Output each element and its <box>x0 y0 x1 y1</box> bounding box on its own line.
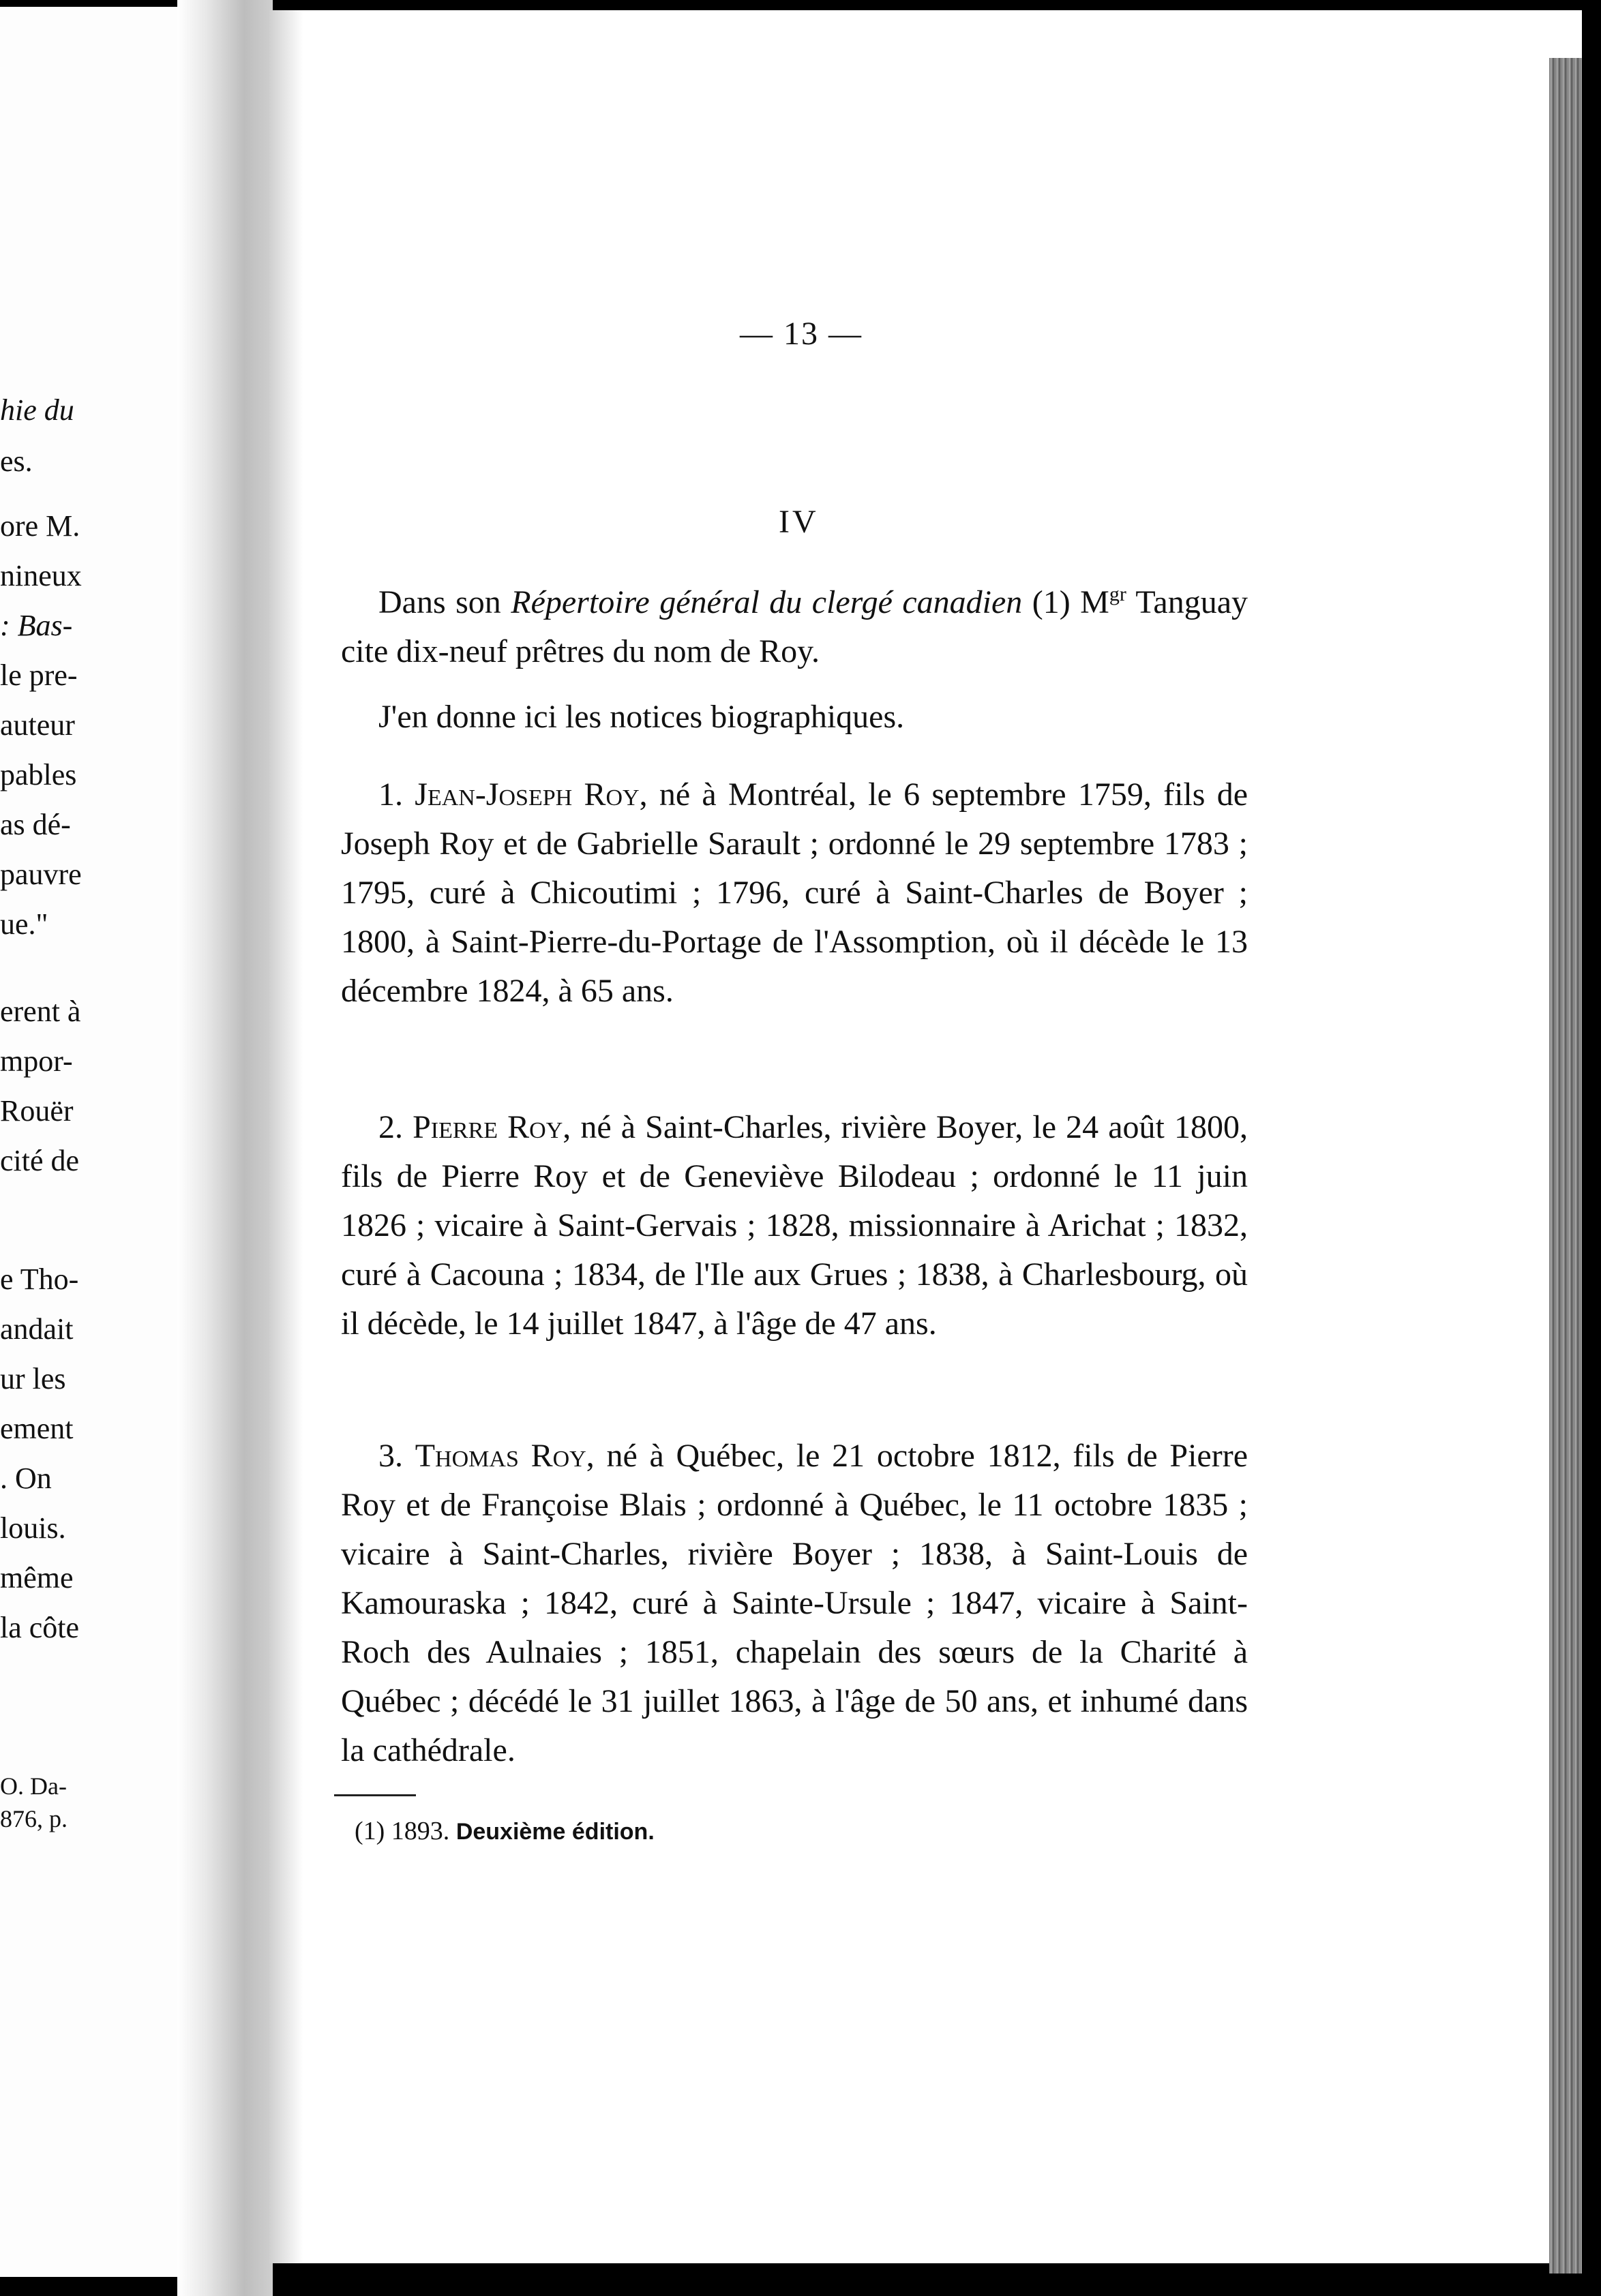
left-text-line: Rouër <box>0 1094 74 1128</box>
left-text-line: ur les <box>0 1362 66 1395</box>
left-text-line: e Tho- <box>0 1263 79 1296</box>
left-text-line: la côte <box>0 1611 80 1644</box>
footnote-rule <box>334 1794 416 1796</box>
entry-text: , né à Montréal, le 6 septembre 1759, fils de Joseph Roy et de Gabrielle Sarault ; ordonné le 29 septembre 1783 ; 1795, curé à Chicoutimi ; 1796, curé à Saint-Charles de Boyer ; 1800, à Saint-Pierre-du-Portage de l'Assomption, où il décède le 13 décembre 1824, à 65 ans. <box>341 776 1248 1009</box>
entry-number: 1. <box>378 776 415 813</box>
left-text-line: hie du <box>0 393 74 427</box>
entry-2 <box>341 1103 1248 1348</box>
intro-paragraph-2: J'en donne ici les notices biographiques. <box>378 699 905 735</box>
intro-block <box>341 578 1248 742</box>
entry-name: Jean-Joseph Roy <box>415 776 640 813</box>
left-text-line: es. <box>0 444 33 478</box>
entry-name: Pierre Roy <box>413 1109 563 1145</box>
intro-text: (1) M <box>1022 584 1109 620</box>
footnote-text: Deuxième édition. <box>455 1819 655 1845</box>
left-text-line: mpor- <box>0 1044 73 1078</box>
left-text-line: ue." <box>0 907 48 941</box>
left-text-line: ore M. <box>0 509 80 543</box>
entry-paragraph <box>341 770 1248 1016</box>
left-text-line: cité de <box>0 1144 80 1177</box>
left-text-line: erent à <box>0 995 81 1028</box>
intro-text: Tanguay cite dix-neuf prêtres du nom de Roy. <box>341 584 1248 669</box>
entry-paragraph <box>341 1103 1248 1348</box>
footnote <box>355 1816 655 1846</box>
entry-text: , né à Québec, le 21 octobre 1812, fils de Pierre Roy et de Françoise Blais ; ordonné à Québec, le 11 octobre 1835 ; vicaire à Saint-Charles, rivière Boyer ; 1838, à Saint-Louis de Kamouraska ; 1842, curé à Sainte-Ursule ; 1847, vicaire à Saint-Roch des Aulnaies ; 1851, chapelain des sœurs de la Charité à Québec ; décédé le 31 juillet 1863, à l'âge de 50 ans, et inhumé dans la cathédrale. <box>341 1438 1248 1768</box>
left-text-line: pables <box>0 758 77 791</box>
entry-1 <box>341 770 1248 1016</box>
entry-number: 2. <box>378 1109 413 1145</box>
left-text-line: le pre- <box>0 659 78 692</box>
footnote-marker: (1) 1893. <box>355 1817 450 1845</box>
left-text-line: pauvre <box>0 858 82 891</box>
intro-paragraph <box>341 578 1248 676</box>
entry-number: 3. <box>378 1438 415 1474</box>
page-shadow <box>269 10 303 2263</box>
intro-text: Dans son <box>378 584 511 620</box>
left-footnote-line: 876, p. <box>0 1805 68 1832</box>
left-page <box>0 7 205 2277</box>
section-heading: IV <box>779 504 819 540</box>
title-abbrev: gr <box>1109 583 1126 605</box>
page-edge <box>1549 58 1582 2274</box>
left-text-line: louis. <box>0 1511 66 1545</box>
left-text-line: andait <box>0 1312 74 1346</box>
left-footnote-line: O. Da- <box>0 1772 67 1800</box>
left-text-line: as dé- <box>0 808 71 841</box>
entry-3 <box>341 1432 1248 1775</box>
left-text-line: même <box>0 1561 74 1595</box>
left-text-line: : Bas- <box>0 609 73 642</box>
book-title: Répertoire général du clergé canadien <box>511 584 1023 620</box>
left-text-line: auteur <box>0 708 75 742</box>
left-text-line: ement <box>0 1412 74 1445</box>
entry-paragraph <box>341 1432 1248 1775</box>
entry-text: , né à Saint-Charles, rivière Boyer, le 24 août 1800, fils de Pierre Roy et de Geneviève Bilodeau ; ordonné le 11 juin 1826 ; vicaire à Saint-Gervais ; 1828, missionnaire à Arichat ; 1832, curé à Cacouna ; 1834, de l'Ile aux Grues ; 1838, à Charlesbourg, où il décède, le 14 juillet 1847, à l'âge de 47 ans. <box>341 1109 1248 1342</box>
book-gutter <box>177 0 273 2296</box>
entry-name: Thomas Roy <box>415 1438 586 1474</box>
left-text-line: nineux <box>0 559 82 592</box>
left-text-line: . On <box>0 1462 52 1495</box>
page-number: — 13 — <box>740 316 863 352</box>
